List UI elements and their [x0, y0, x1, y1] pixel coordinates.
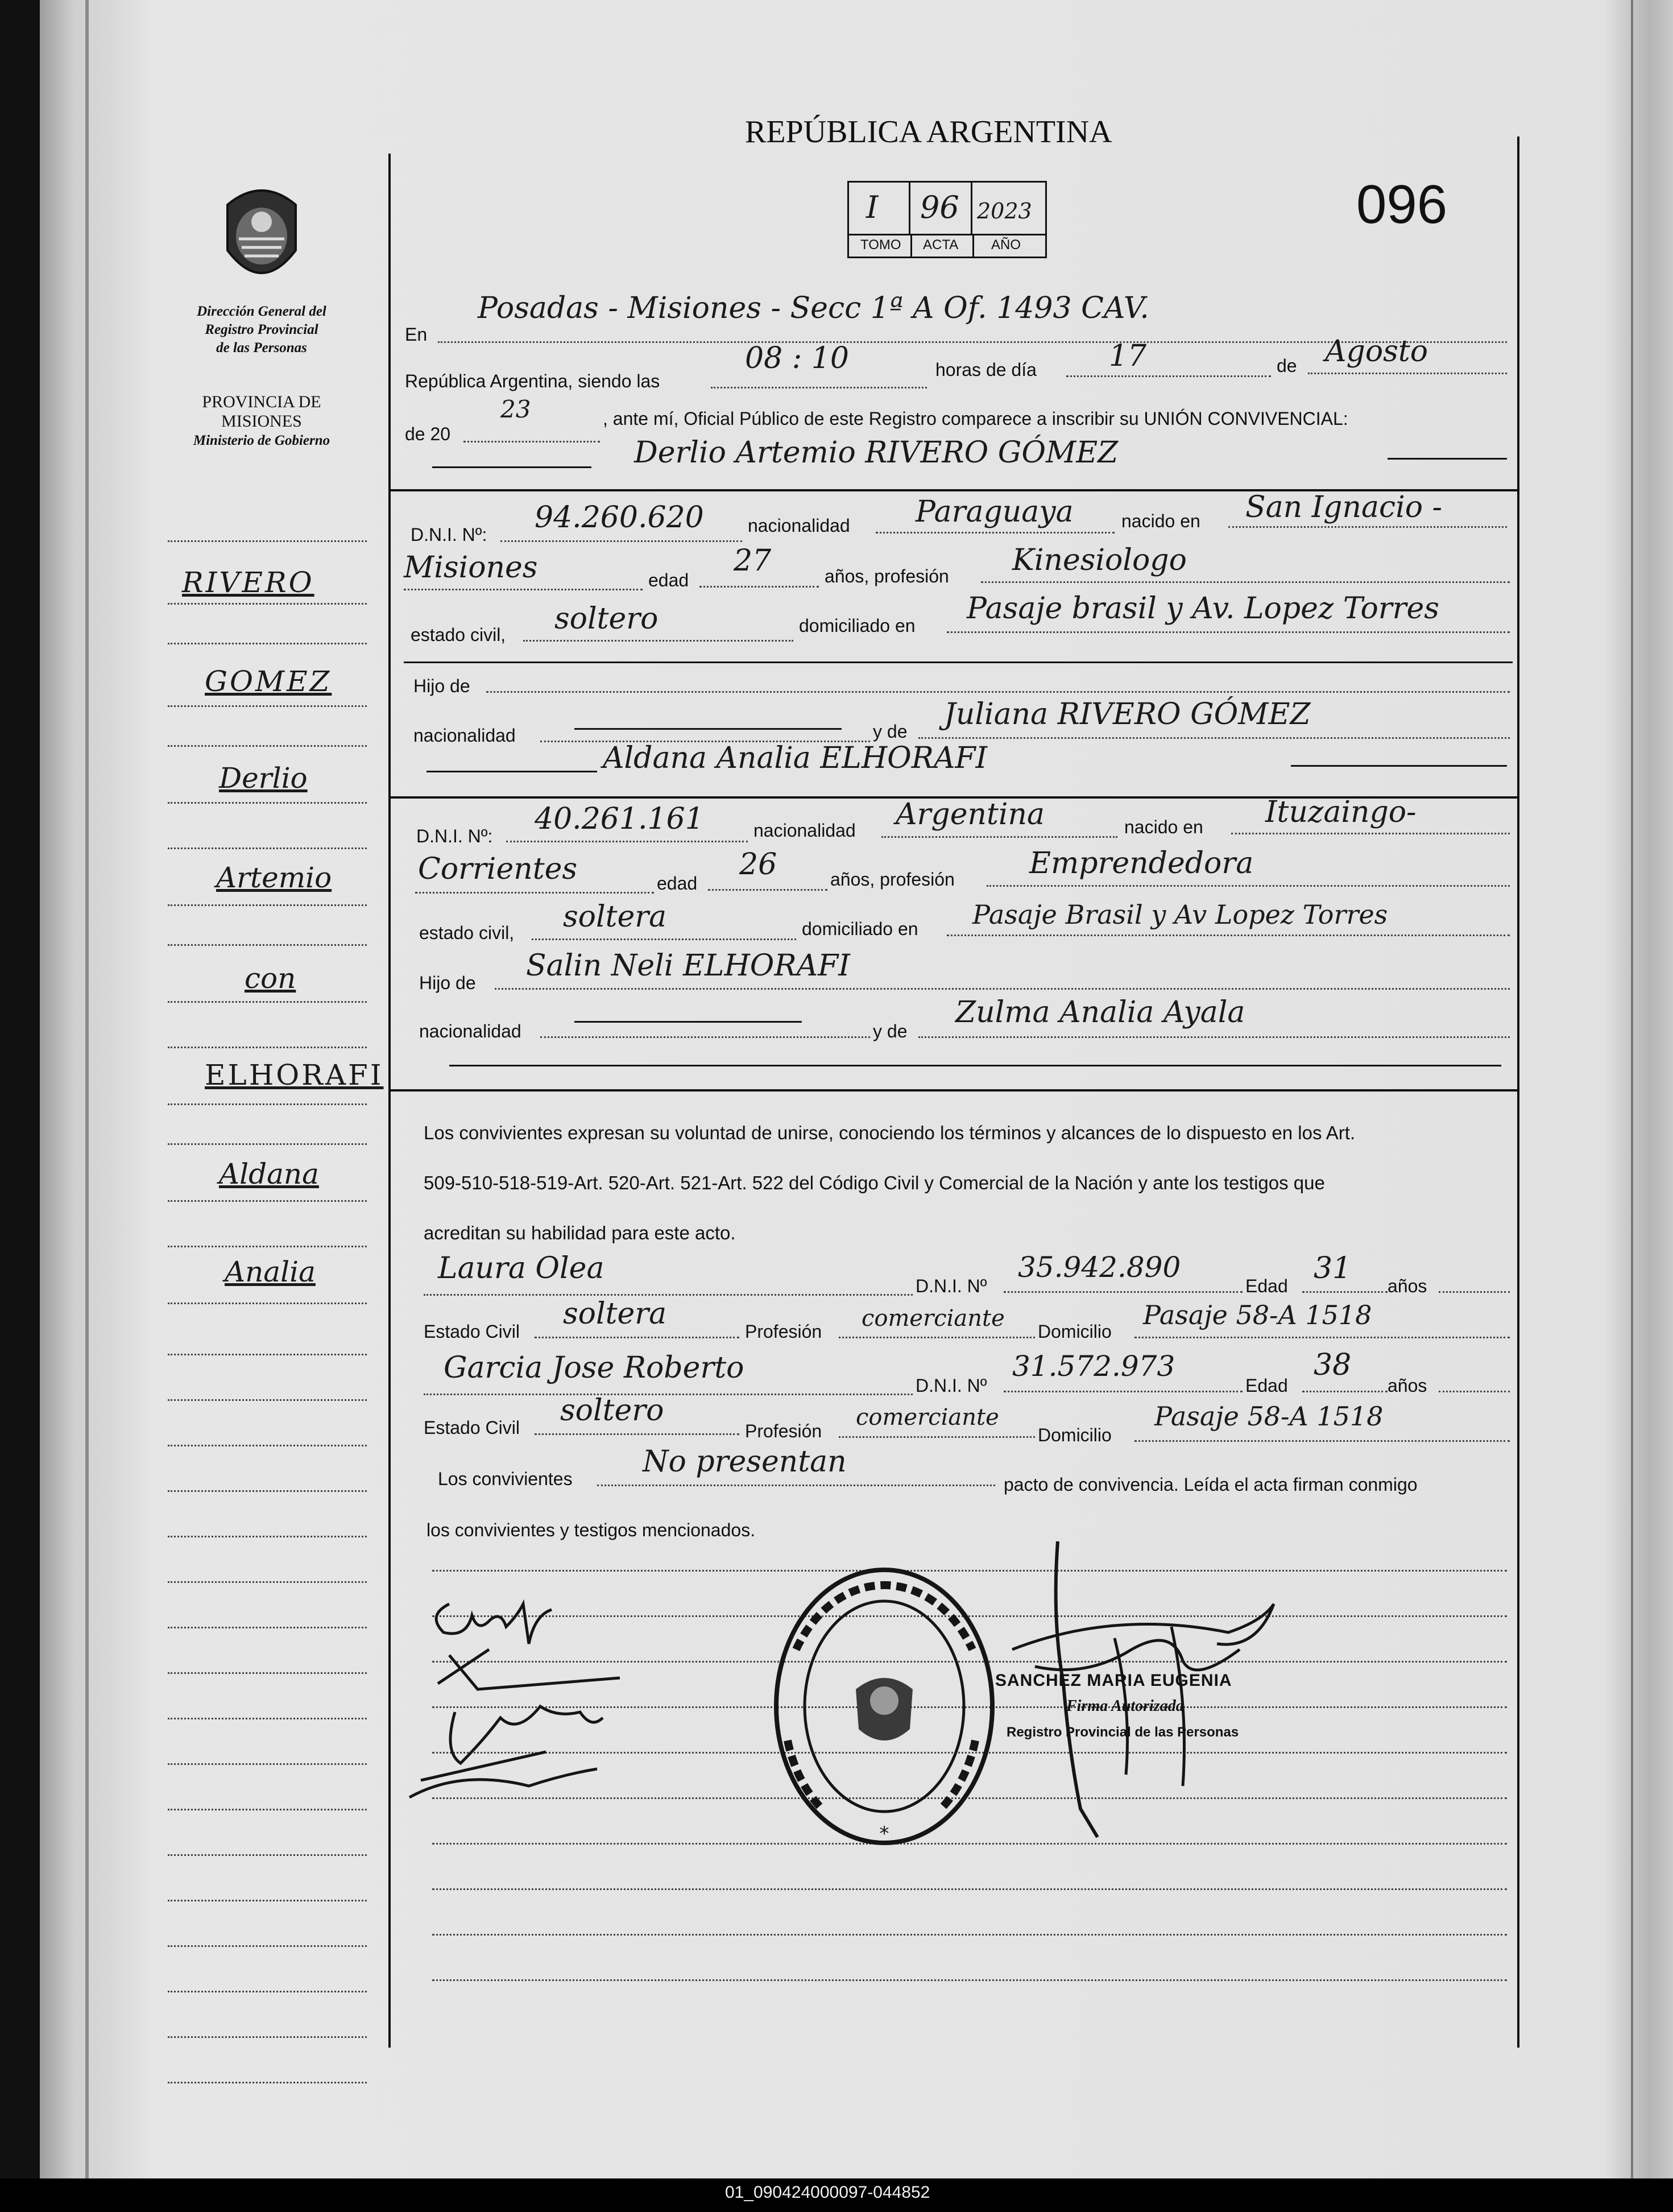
province-emblem-icon	[216, 182, 307, 290]
year-label: de 20	[405, 424, 451, 444]
p2-civil-label: estado civil,	[419, 923, 515, 943]
margin-note-name-2: Artemio	[216, 861, 332, 894]
declaration-line-1: Los convivientes expresan su voluntad de unirse, conociendo los términos y alcances de lo dispuesto en los Art.	[424, 1122, 1356, 1143]
witness1-civil-value: soltera	[563, 1297, 667, 1331]
p1-born-continued: Misiones	[404, 551, 538, 585]
p2-dni-value: 40.261.161	[535, 802, 704, 836]
p2-domicile-value: Pasaje Brasil y Av Lopez Torres	[972, 899, 1388, 930]
p2-parent-label: Hijo de	[419, 973, 476, 993]
book-spine-edge	[0, 0, 40, 2212]
p1-domicile-value: Pasaje brasil y Av. Lopez Torres	[967, 592, 1439, 626]
p1-and-label: y de	[873, 721, 908, 742]
p2-born-label: nacido en	[1124, 817, 1203, 837]
margin-note-con: con	[245, 962, 296, 995]
p2-profession-label: años, profesión	[830, 869, 955, 890]
page-stack-edge	[85, 0, 89, 2178]
day-value: 17	[1109, 339, 1147, 373]
person2-fullname: Aldana Analia ELHORAFI	[603, 741, 988, 775]
hours-label: horas de día	[935, 359, 1037, 380]
next-page-edge	[1631, 0, 1633, 2178]
p2-domicile-label: domiciliado en	[802, 919, 918, 939]
closing-rest: pacto de convivencia. Leída el acta firman conmigo	[1004, 1474, 1418, 1495]
republic-title: REPÚBLICA ARGENTINA	[745, 114, 1112, 150]
p2-nationality-label: nacionalidad	[753, 820, 856, 841]
acta-value: 96	[920, 189, 959, 225]
de-month-label: de	[1277, 355, 1297, 376]
witness2-domicile-label: Domicilio	[1038, 1425, 1112, 1445]
witness1-profession-label: Profesión	[745, 1321, 822, 1342]
record-box	[847, 181, 1047, 258]
p1-profession-value: Kinesiologo	[1012, 543, 1187, 577]
witness2-profession-label: Profesión	[745, 1421, 822, 1441]
witness2-dni-value: 31.572.973	[1012, 1350, 1175, 1383]
p1-civil-label: estado civil,	[411, 625, 506, 645]
margin-note-name-1: Derlio	[219, 762, 308, 795]
closing-value: No presentan	[643, 1445, 847, 1479]
place-value: Posadas - Misiones - Secc 1ª A Of. 1493 CAV.	[478, 291, 1149, 325]
margin-note-surname-2: GOMEZ	[205, 665, 332, 698]
p1-nationality-label: nacionalidad	[748, 515, 850, 536]
p1-dni-label: D.N.I. Nº:	[411, 524, 487, 545]
statement-text: , ante mí, Oficial Público de este Registro comparece a inscribir su UNIÓN CONVIVENCIAL:	[603, 408, 1348, 429]
witness2-age-label: Edad	[1245, 1375, 1288, 1396]
ano-value: 2023	[977, 199, 1032, 224]
witness1-domicile-label: Domicilio	[1038, 1321, 1112, 1342]
margin-note-name-3: Aldana	[219, 1157, 319, 1190]
declaration-line-2: 509-510-518-519-Art. 520-Art. 521-Art. 522 del Código Civil y Comercial de la Nación y ante los testigos que	[424, 1172, 1325, 1193]
p1-parent-nationality-label: nacionalidad	[413, 725, 516, 746]
margin-note-name-4: Analia	[225, 1255, 316, 1288]
witness2-domicile-value: Pasaje 58-A 1518	[1154, 1401, 1384, 1432]
p2-born-value: Ituzaingo-	[1265, 795, 1417, 829]
registry-seal-icon	[765, 1558, 1004, 1854]
tomo-label: TOMO	[860, 237, 901, 253]
agency-name: Dirección General del Registro Provincial de las Personas	[197, 304, 326, 355]
p2-civil-value: soltera	[563, 900, 667, 934]
official-title: Firma Autorizada	[1066, 1697, 1184, 1715]
p1-born-label: nacido en	[1121, 511, 1200, 531]
declaration-line-3: acreditan su habilidad para este acto.	[424, 1222, 736, 1243]
witness1-civil-label: Estado Civil	[424, 1321, 520, 1342]
witness1-years-label: años	[1388, 1276, 1427, 1296]
p1-domicile-label: domiciliado en	[799, 615, 916, 636]
page-number: 096	[1356, 174, 1448, 235]
p1-age-value: 27	[734, 544, 772, 578]
witness1-domicile-value: Pasaje 58-A 1518	[1143, 1300, 1372, 1330]
p2-and-label: y de	[873, 1021, 908, 1041]
margin-note-surname-1: RIVERO	[182, 566, 314, 599]
p2-born-continued: Corrientes	[418, 852, 578, 886]
p2-age-value: 26	[739, 847, 777, 882]
acta-label: ACTA	[923, 237, 959, 253]
republic-hour-label: República Argentina, siendo las	[405, 371, 660, 391]
official-name: SANCHEZ MARIA EUGENIA	[995, 1671, 1232, 1690]
witness2-name: Garcia Jose Roberto	[444, 1351, 744, 1385]
p2-parent2-value: Zulma Analia Ayala	[955, 995, 1245, 1029]
p2-nationality-value: Argentina	[896, 797, 1045, 832]
p1-nationality-value: Paraguaya	[916, 495, 1074, 529]
witness1-profession-value: comerciante	[862, 1305, 1005, 1332]
witness2-age-value: 38	[1314, 1348, 1352, 1382]
official-office: Registro Provincial de las Personas	[1007, 1725, 1239, 1740]
p2-parent1-value: Salin Neli ELHORAFI	[526, 949, 850, 983]
year-value: 23	[500, 395, 531, 423]
section-divider-3	[388, 1089, 1519, 1091]
witness2-civil-value: soltero	[560, 1394, 664, 1428]
p2-age-label: edad	[657, 873, 698, 894]
p1-age-label: edad	[648, 570, 689, 590]
p1-parent2-value: Juliana RIVERO GÓMEZ	[944, 697, 1311, 731]
form-left-border	[388, 154, 391, 2048]
witness1-dni-value: 35.942.890	[1018, 1251, 1181, 1284]
witness1-age-label: Edad	[1245, 1276, 1288, 1296]
ano-label: AÑO	[991, 237, 1021, 253]
closing-lead: Los convivientes	[438, 1469, 573, 1489]
witness1-age-value: 31	[1314, 1251, 1352, 1285]
en-label: En	[405, 324, 428, 345]
hour-value: 08 : 10	[745, 341, 849, 375]
witness2-civil-label: Estado Civil	[424, 1417, 520, 1438]
p1-dni-value: 94.260.620	[535, 501, 704, 535]
p1-parent-label: Hijo de	[413, 676, 470, 696]
footer-code: 01_090424000097-044852	[725, 2183, 930, 2202]
margin-note-surname-3: ELHORAFI	[205, 1059, 384, 1091]
p2-parent-nationality-label: nacionalidad	[419, 1021, 521, 1041]
witness1-name: Laura Olea	[438, 1251, 604, 1285]
witness2-dni-label: D.N.I. Nº	[916, 1375, 987, 1396]
tomo-value: I	[866, 189, 879, 225]
p1-profession-label: años, profesión	[825, 566, 949, 586]
p1-born-value: San Ignacio -	[1245, 490, 1443, 524]
person1-fullname: Derlio Artemio RIVERO GÓMEZ	[634, 436, 1119, 470]
closing-line-2: los convivientes y testigos mencionados.	[426, 1520, 756, 1540]
witness1-dni-label: D.N.I. Nº	[916, 1276, 987, 1296]
province-name: PROVINCIA DE MISIONES Ministerio de Gobierno	[193, 392, 330, 448]
witness2-profession-value: comerciante	[856, 1404, 999, 1430]
form-right-border	[1517, 137, 1519, 2048]
month-value: Agosto	[1325, 334, 1428, 369]
p2-dni-label: D.N.I. Nº:	[416, 826, 493, 846]
witness2-years-label: años	[1388, 1375, 1427, 1396]
p1-civil-value: soltero	[554, 602, 659, 636]
p2-profession-value: Emprendedora	[1029, 846, 1254, 880]
svg-text:*: *	[879, 1822, 889, 1845]
party-signatures-icon	[404, 1581, 722, 1820]
